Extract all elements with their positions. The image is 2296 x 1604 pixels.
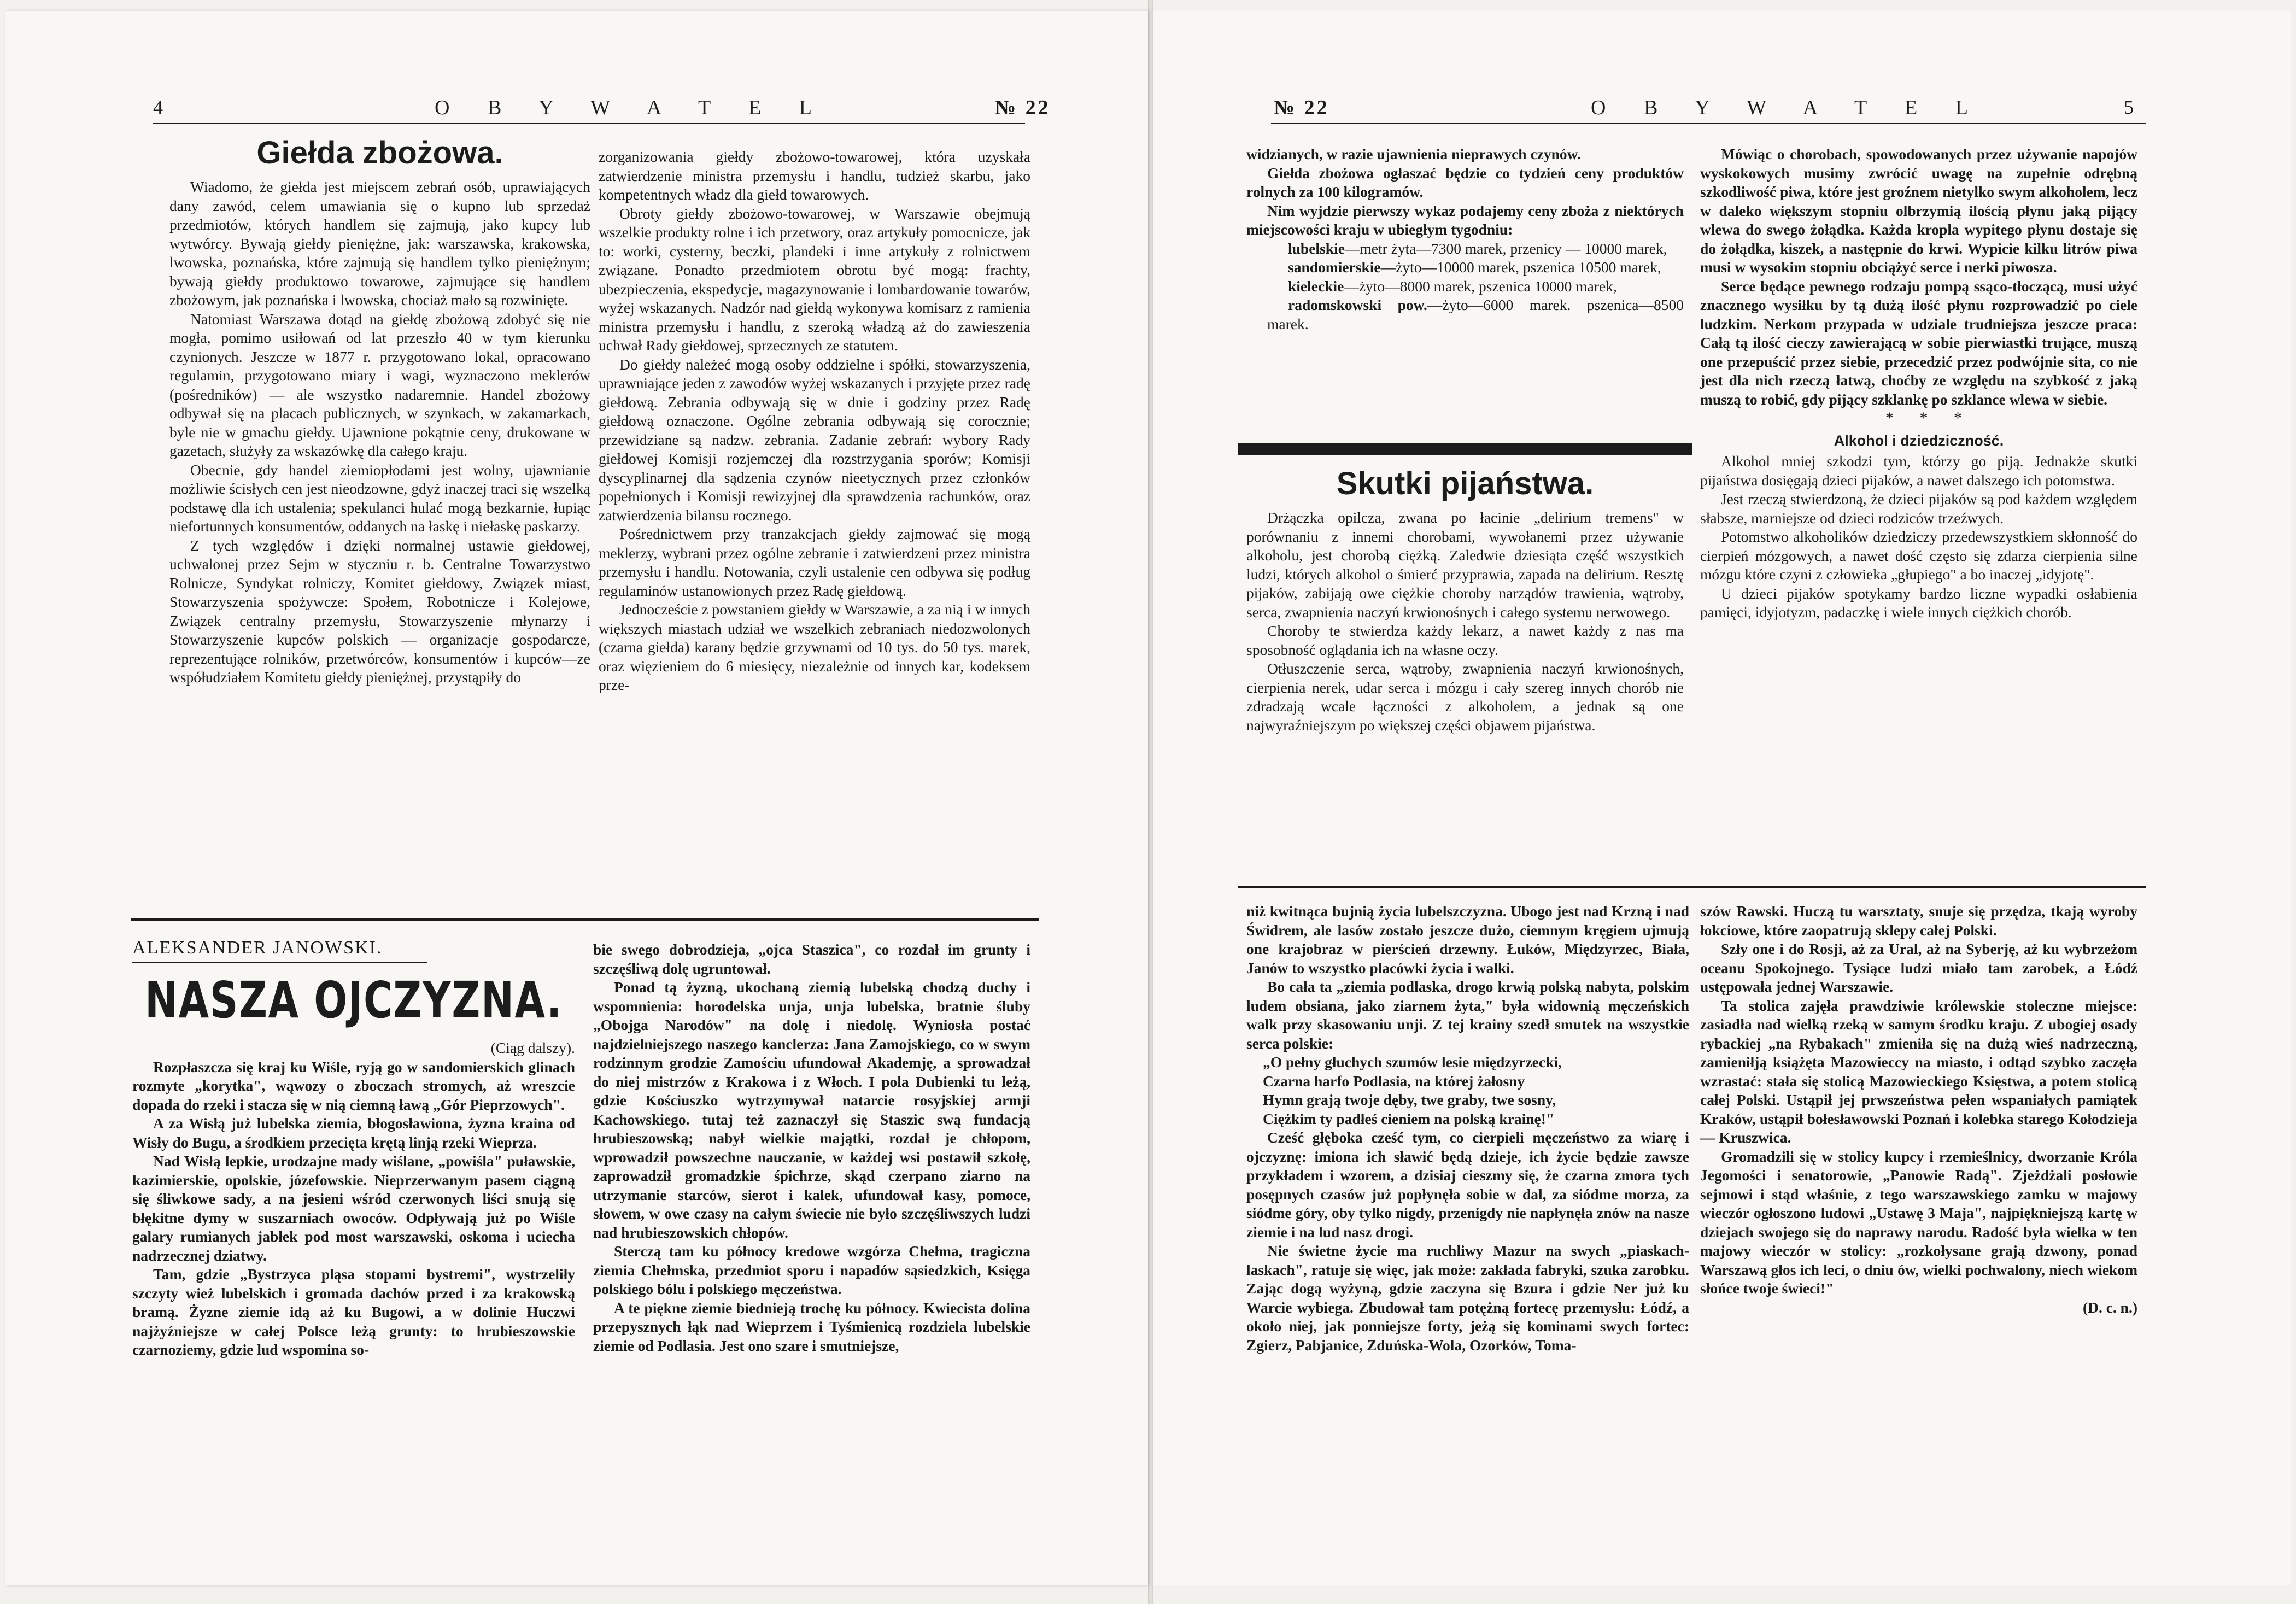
section-divider — [131, 918, 1039, 921]
continued-note: (Ciąg dalszy). — [490, 1039, 575, 1056]
paragraph: Tam, gdzie „Bystrzyca pląsa stopami bystremi", wystrzeliły szczyty wież lubelskich i gromada dachów przed i za krakowską bramą. Żyzne ziemie idą aż ku Bugowi, a w dolinie Huczwi najżyźniejsze w całej Polsce leżą grunty: to hrubieszowskie czarnoziemy, gdzie lud wspomina so- — [132, 1266, 575, 1358]
skutki-column-1 — [1246, 465, 1684, 735]
paragraph: Szły one i do Rosji, aż za Ural, aż na Syberję, aż ku wybrzeżom oceanu Spokojnego. Tysiące ludzi miało tam zarobek, a Łódź ustępowała jednej Warszawie. — [1700, 940, 2137, 995]
paragraph: Drżączka opilcza, zwana po łacinie „delirium tremens" w porównaniu z innemi chorobami, wywołanemi przez używanie alkoholu, jest chorobą ciężką. Zaledwie dziesiąta część wszystkich ludzi, których alkohol o śmierć przyprawia, zapada na delirium. Resztę pijaków, zabijają owe ciężkie choroby narządów trawienia, wątroby, serca, zwapnienia naczyń krwionośnych i całego systemu nerwowego. — [1246, 509, 1684, 620]
ojczyzna-column-2 — [593, 940, 1030, 1355]
header-rule — [1271, 123, 2146, 124]
paragraph: Jednoczeście z powstaniem giełdy w Warszawie, a za nią i w innych większych miastach udział we wszelkich zebraniach niedozwolonych (czarna giełda) karany będzie grzywnami od 10 tys. do 50 tys. marek, oraz więzieniem do 6 miesięcy, niezależnie od innych kar, kodeksem prze- — [599, 601, 1030, 693]
paragraph: Sterczą tam ku północy kredowe wzgórza Chełma, tragiczna ziemia Chełmska, przedmiot sporu i napadów sąsiedzkich, Księga polskiego bólu i polskiego męczeństwa. — [593, 1243, 1030, 1297]
price-row — [1246, 258, 1684, 277]
ornamental-divider — [1238, 443, 1692, 455]
article-title: Giełda zbożowa. — [256, 135, 503, 171]
header-rule — [153, 123, 1025, 124]
to-be-continued: (D. c. n.) — [2082, 1298, 2137, 1316]
section-divider — [1238, 886, 2146, 888]
paragraph: bie swego dobrodzieja, „ojca Staszica", co rozdał im grunty i szczęśliwą dolę ugruntował. — [593, 941, 1030, 977]
paragraph: Z tych względów i dzięki normalnej ustawie giełdowej, uchwalonej przez Sejm w styczniu r. b. Centralne Towarzystwo Rolnicze, Syndykat rolniczy, Komitet giełdowy, Związek miast, Stowarzyszenia spożywcze: Społem, Robotnicze i Kolejowe, Związek centralny przemysłu, Stowarzyszenie młynarzy i Stowarzyszenie kupców polskich — organizacje gospodarcze, reprezentujące rolników, przetwórców, konsumentów i kupców—ze współudziałem Komitetu giełdy pieniężnej, przystąpiły do — [169, 536, 590, 686]
paragraph: niż kwitnąca bujnią życia lubelszczyzna. Ubogo jest nad Krzną i nad Świdrem, ale lasów zostało jeszcze dużo, ciemnym kręgiem ujmują one krajobraz w pierścień drzewny. Łuków, Międzyrzec, Biała, Janów to wszystko placówki życia i walki. — [1246, 903, 1689, 976]
gielda-column-1 — [169, 134, 590, 687]
price-place: sandomierskie — [1288, 259, 1381, 276]
paragraph: A za Wisłą już lubelska ziemia, błogosławiona, żyzna kraina od Wisły do Bugu, a środkiem przecięta krętą linją rzeki Wieprza. — [132, 1115, 575, 1151]
ojczyzna-column-1 — [132, 1039, 575, 1360]
paragraph: Choroby te stwierdza każdy lekarz, a nawet każdy z nas ma sposobność oglądania ich na własne oczy. — [1246, 622, 1684, 658]
newspaper-title: O B Y W A T E L — [1591, 96, 1984, 119]
right-page — [1153, 11, 2291, 1585]
paragraph: szów Rawski. Huczą tu warsztaty, snuje się przędza, tkają wyroby łokciowe, które zaopatrują sklepy całej Polski. — [1700, 903, 2137, 939]
paragraph: Pośrednictwem przy tranzakcjach giełdy zajmować się mogą meklerzy, wybrani przez ogólne zebranie i zatwierdzeni przez ministra przemysłu i handlu. Notowania, czyli ustalenie cen odbywa się podług regulaminów ustanowionych przez Radę giełdową. — [599, 525, 1030, 599]
paragraph: Rozpłaszcza się kraj ku Wiśle, ryją go w sandomierskich glinach rozmyte „korytka", wąwozy o zboczach stromych, aż wreszcie dopada do rzeki i stacza się w nią ciemną ławą „Gór Pieprzowych". — [132, 1058, 575, 1113]
verse-line: Czarna harfo Podlasia, na której żałosny — [1263, 1072, 1525, 1090]
paragraph: Jest rzeczą stwierdzoną, że dzieci pijaków są pod każdem względem słabsze, marniejsze od dzieci rodziców trzeźwych. — [1700, 490, 2137, 526]
verse-line: Ciężkim ty padłeś cieniem na polską krainę!" — [1263, 1110, 1555, 1127]
paragraph: Serce będące pewnego rodzaju pompą ssąco-tłoczącą, musi użyć znacznego wysiłku by tą dużą ilość płynu rozprowadzić po ciele ludzkim. Nerkom przypada w udziale trudniejsza jeszcze praca: Całą tą ilość cieczy zawierającą w sobie pierwiastki trujące, muszą one przepuścić przez siebie, przecedzić przez podwójnie sita, co nie jest dla nich rzeczą łatwą, choćby ze względu na szybkość z jaką muszą to robić, gdy pijący szklankę po szklance wlewa w siebie. — [1700, 277, 2137, 408]
paragraph: Wiadomo, że giełda jest miejscem zebrań osób, uprawiających dany zawód, celem umawiania się o kupno lub sprzedaż przedmiotów, których handlem się zajmują, jako kupcy lub wytwórcy. Bywają giełdy pieniężne, jak: warszawska, krakowska, lwowska, poznańska, które zajmują się handlem tylko pieniężnym; bywają giełdy produktowo towarowe, zajmujące się handlem zbożowym, jak poznańska i lwowska, chociaż mało są rozwinięte. — [169, 178, 590, 308]
section-stars: * * * — [1885, 409, 1973, 427]
price-text: —żyto—10000 marek, pszenica 10500 marek, — [1380, 259, 1661, 276]
paragraph: Alkohol mniej szkodzi tym, którzy go piją. Jednakże skutki pijaństwa dosięgają dzieci pijaków, a nawet dalszego ich potomstwa. — [1700, 453, 2137, 489]
paragraph: Otłuszczenie serca, wątroby, zwapnienia naczyń krwionośnych, cierpienia nerek, udar serca i mózgu i cały szereg innych chorób nie zdradzają wcale łączności z alkoholem, a jednak są one najwyraźniejszym po większej części objawem pijaństwa. — [1246, 660, 1684, 734]
ojczyzna-column-4 — [1700, 902, 2137, 1317]
price-text: —żyto—8000 marek, pszenica 10000 marek, — [1344, 277, 1617, 295]
paragraph: A te piękne ziemie biednieją trochę ku północy. Kwiecista dolina przepysznych łąk nad Wieprzem i Tyśmienicą rozdziela lubelskie ziemie od Podlasia. Jest ono szare i smutniejsze, — [593, 1299, 1030, 1354]
price-place: lubelskie — [1288, 239, 1345, 257]
paragraph: Bo cała ta „ziemia podlaska, drogo krwią polską nabyta, polskim ludem obsiana, jako ziarnem żyta," była widownią męczeńskich walk przy skasowaniu unji. Z tej krainy szedł smutek na wszystkie serca polskie: — [1246, 978, 1689, 1052]
gielda-column-2 — [599, 148, 1030, 695]
paragraph: Ponad tą żyzną, ukochaną ziemią lubelską chodzą duchy i wspomnienia: horodelska unja, unja lubelska, bratnie śluby „Obojga Narodów" na dolę i niedolę. Wyniosła postać najdzielniejszego naszego kanclerza: Jana Zamojskiego, co w swym rodzinnym grodzie Zamościu ufundował Akademję, a sprowadzał do niej mistrzów z Krakowa i z Włoch. I pola Dubienki tu leżą, gdzie Kościuszko wytrzymywał natarcie rosyjskiej armji Kachowskiego. tutaj też zaznaczył się Staszic swą fundacją hrubieszowską; nabył wielkie majątki, rozdał je chłopom, wprowadził powszechne nauczanie, w każdej wsi postawił szkołę, zaprowadził gromadzkie śpichrze, skąd czerpano ziarno na utrzymanie starców, sierot i kalek, ufundował kasy, pomoce, słowem, w owe czasy na całym świecie nie było szczęśliwszych ludzi nad hrubieszowskich chłopów. — [593, 979, 1030, 1241]
serial-title: NASZA OJCZYZNA. — [145, 971, 563, 1029]
paragraph: Do giełdy należeć mogą osoby oddzielne i spółki, stowarzyszenia, uprawniające jeden z zawodów wyżej wskazanych i przyjęte przez radę giełdową. Zebrania odbywają się w dnie i godziny przez Radę giełdową oznaczone. Ogólne zebrania odbywają się corocznie; przewidziane są nadzw. zebrania. Zadanie zebrań: wybory Rady giełdowej Komisji rozjemczej dla rozstrzygania sporów; Komisji dyscyplinarnej dla sądzenia czynów nieetycznych przez członków popełnionych i Komisji rewizyjnej dla sprawdzenia rachunków, oraz zatwierdzenia bilansu rocznego. — [599, 355, 1030, 524]
left-page — [5, 11, 1148, 1585]
paragraph: Mówiąc o chorobach, spowodowanych przez używanie napojów wyskokowych musimy zwrócić uwagę na zupełnie odrębną szkodliwość piwa, które jest groźnem nietylko swym alkoholem, lecz w daleko większym stopniu olbrzymią ilością płynu jaką pijący wlewa do swego żołądka. Każda kropla wypitego płynu dostaje się do żołądka, kiszek, a następnie do krwi. Wypicie kilku litrów piwa musi w wysokim stopniu obciążyć serce i nerki piwosza. — [1700, 145, 2137, 276]
paragraph: Obecnie, gdy handel ziemiopłodami jest wolny, ujawnianie możliwie ścisłych cen jest nieodzowne, gdyż inaczej traci się wszelką podstawę dla ich ustalenia; spekulanci hulać mogą bezkarnie, łupiąc niefortunnych konsumentów, oddanych na łaskę i niełaskę paskarzy. — [169, 461, 590, 535]
gielda-column-3 — [1246, 145, 1684, 333]
paragraph: Ta stolica zajęła prawdziwie królewskie stoleczne miejsce: zasiadła nad wielką rzeką w samym środku kraju. Z ubogiej osady rybackiej „na Rybakach" zmieniła się na dużą wieś nadrzeczną, zamieniłją książęta Mazowieccy na miasto, i odtąd szybko zaczęła wzrastać: stała się stolicą Mazowieckiego Księstwa, a potem stolicą całej Polski. Ustąpił jej prwszeństwa pełen wspaniałych pamiątek Kraków, ustąpił bołesławowski Poznań i kolebka starego Kołodzieja — Kruszwica. — [1700, 997, 2137, 1146]
paragraph: zorganizowania giełdy zbożowo-towarowej, która uzyskała zatwierdzenie ministra przemysłu i handlu, tudzież skarbu, jako kompetentnych władz dla giełd towarowych. — [599, 148, 1030, 203]
author-name: ALEKSANDER JANOWSKI. — [132, 938, 383, 958]
price-row — [1246, 239, 1684, 259]
subheading: Alkohol i dziedziczność. — [1834, 432, 2004, 449]
page-gutter — [1148, 0, 1153, 1604]
issue-number: № 22 — [1274, 96, 1329, 119]
page-number: 5 — [2124, 96, 2136, 118]
paragraph: widzianych, w razie ujawnienia nieprawych czynów. — [1246, 145, 1581, 162]
paragraph: Obroty giełdy zbożowo-towarowej, w Warszawie obejmują wszelkie produkty rolne i ich przetwory, oraz artykuły pomocnicze, jak to: worki, cysterny, beczki, plandeki i inne artykuły z rolnictwem związane. Ponadto przedmiotem obrotu być mogą: frachty, ubezpieczenia, ekspedycje, magazynowanie i lombardowanie towarów, wyżej wskazanych. Nadzór nad giełdą wykonywa komisarz z ramienia ministra przemysłu i handlu, z szeroką władzą aż do zawieszenia uchwał Rady giełdowej, sprzecznych ze statutem. — [599, 204, 1030, 354]
paragraph: Nad Wisłą lepkie, urodzajne mady wiślane, „powiśla" puławskie, kazimierskie, opolskie, józefowskie. Nieprzerwanym pasem ciągną się śliwkowe sady, a na jesieni wśród czerwonych liści snują się błękitne dymy w suszarniach owoców. Odpływają już po Wiśle galary rumianych jabłek pod most warszawski, oskoma i uciecha nadrzecznej dziatwy. — [132, 1152, 575, 1264]
paragraph: Natomiast Warszawa dotąd na giełdę zbożową zdobyć się nie mogła, pomimo usiłowań od lat przeszło 40 w tym kierunku czynionych. Jeszcze w 1877 r. przygotowano lokal, opracowano regulamin, przygotowano miary i wagi, wyznaczono meklerów (pośredników) — ale wszystko nadaremnie. Handel zbożowy odbywał się na placach publicznych, w szynkach, w zakamarkach, byle nie w gmachu giełdy. Ujawnione pokątnie ceny, drukowane w gazetach, służyły za wskazówkę dla całego kraju. — [169, 310, 590, 459]
price-text: —metr żyta—7300 marek, przenicy — 10000 marek, — [1344, 239, 1667, 257]
paragraph: Potomstwo alkoholików dziedziczy przedewszystkiem skłonność do cierpień mózgowych, a nawet dość często się zdarza cierpienia silne mózgu które czyni z człowieka „głupiego" a bo inaczej „idyjotę". — [1700, 528, 2137, 583]
paragraph: Nim wyjdzie pierwszy wykaz podajemy ceny zboża z niektórych miejscowości kraju w ubiegłym tygodniu: — [1246, 202, 1684, 238]
author-rule — [132, 962, 427, 963]
newspaper-title: O B Y W A T E L — [435, 96, 828, 119]
verse-line: „O pełny głuchych szumów lesie międzyrzecki, — [1263, 1053, 1562, 1070]
page-number: 4 — [153, 96, 165, 118]
issue-number: № 22 — [995, 96, 1051, 119]
verse-line: Hymn grają twoje dęby, twe graby, twe sosny, — [1263, 1091, 1556, 1108]
price-text: —żyto—6000 marek. pszenica—8500 marek. — [1267, 296, 1684, 332]
article-title: Skutki pijaństwa. — [1336, 466, 1594, 501]
price-row — [1246, 296, 1684, 333]
paragraph: Cześć głęboka cześć tym, co cierpieli męczeństwo za wiarę i ojczyznę: imiona ich sławić będą dzieje, ich życie będzie zawsze przykładem i wzorem, a dzisiaj cieszmy się, że czarna zmora tych posępnych czasów już popłynęła sobie w dal, za siódme morza, za siódme góry, oby tylko nigdy, przenigdy nie napłynęła znów na nasze ziemie i na lud nasz drogi. — [1246, 1129, 1689, 1240]
skutki-column-2 — [1700, 145, 2137, 622]
paragraph: U dzieci pijaków spotykamy bardzo liczne wypadki osłabienia pamięci, idyjotyzm, padaczkę i wiele innych ciężkich chorób. — [1700, 584, 2137, 620]
paragraph: Nie świetne życie ma ruchliwy Mazur na swych „piaskach-laskach", ratuje się więc, jak może: zakłada fabryki, szuka zarobku. Zając dogą wyżyną, gdzie zaczyna się Bzura i gdzie Ner już ku Warcie wybiega. Zbudował tam potężną fortecę przemysłu: Łódź, a około niej, jak ponniejsze forty, jeżą się kominami swych fortec: Zgierz, Pabjanice, Zduńska-Wola, Ozorków, Toma- — [1246, 1242, 1689, 1354]
price-row — [1246, 277, 1684, 296]
price-place: radomskowski pow. — [1288, 296, 1427, 313]
ojczyzna-column-3 — [1246, 902, 1689, 1355]
paragraph: Giełda zbożowa ogłaszać będzie co tydzień ceny produktów rolnych za 100 kilogramów. — [1246, 164, 1684, 200]
paragraph: Gromadzili się w stolicy kupcy i rzemieślnicy, dworzanie Króla Jegomości i senatorowie, „Panowie Radą". Zjeżdżali posłowie sejmowi i stąd właśnie, z tego warszawskiego zamku w majowy wieczór ogłoszono ludowi „Ustawę 3 Maja", najpiękniejszą kartę w dziejach swojego się do naprawy narodu. Radość była wielka w ten majowy wieczór w stolicy: „rozkołysane grają dzwony, ponad Warszawą głos ich leci, o dniu ów, wielki pochwalony, niech wiekom słońce twoje świeci!" — [1700, 1148, 2137, 1297]
price-place: kieleckie — [1288, 277, 1344, 295]
